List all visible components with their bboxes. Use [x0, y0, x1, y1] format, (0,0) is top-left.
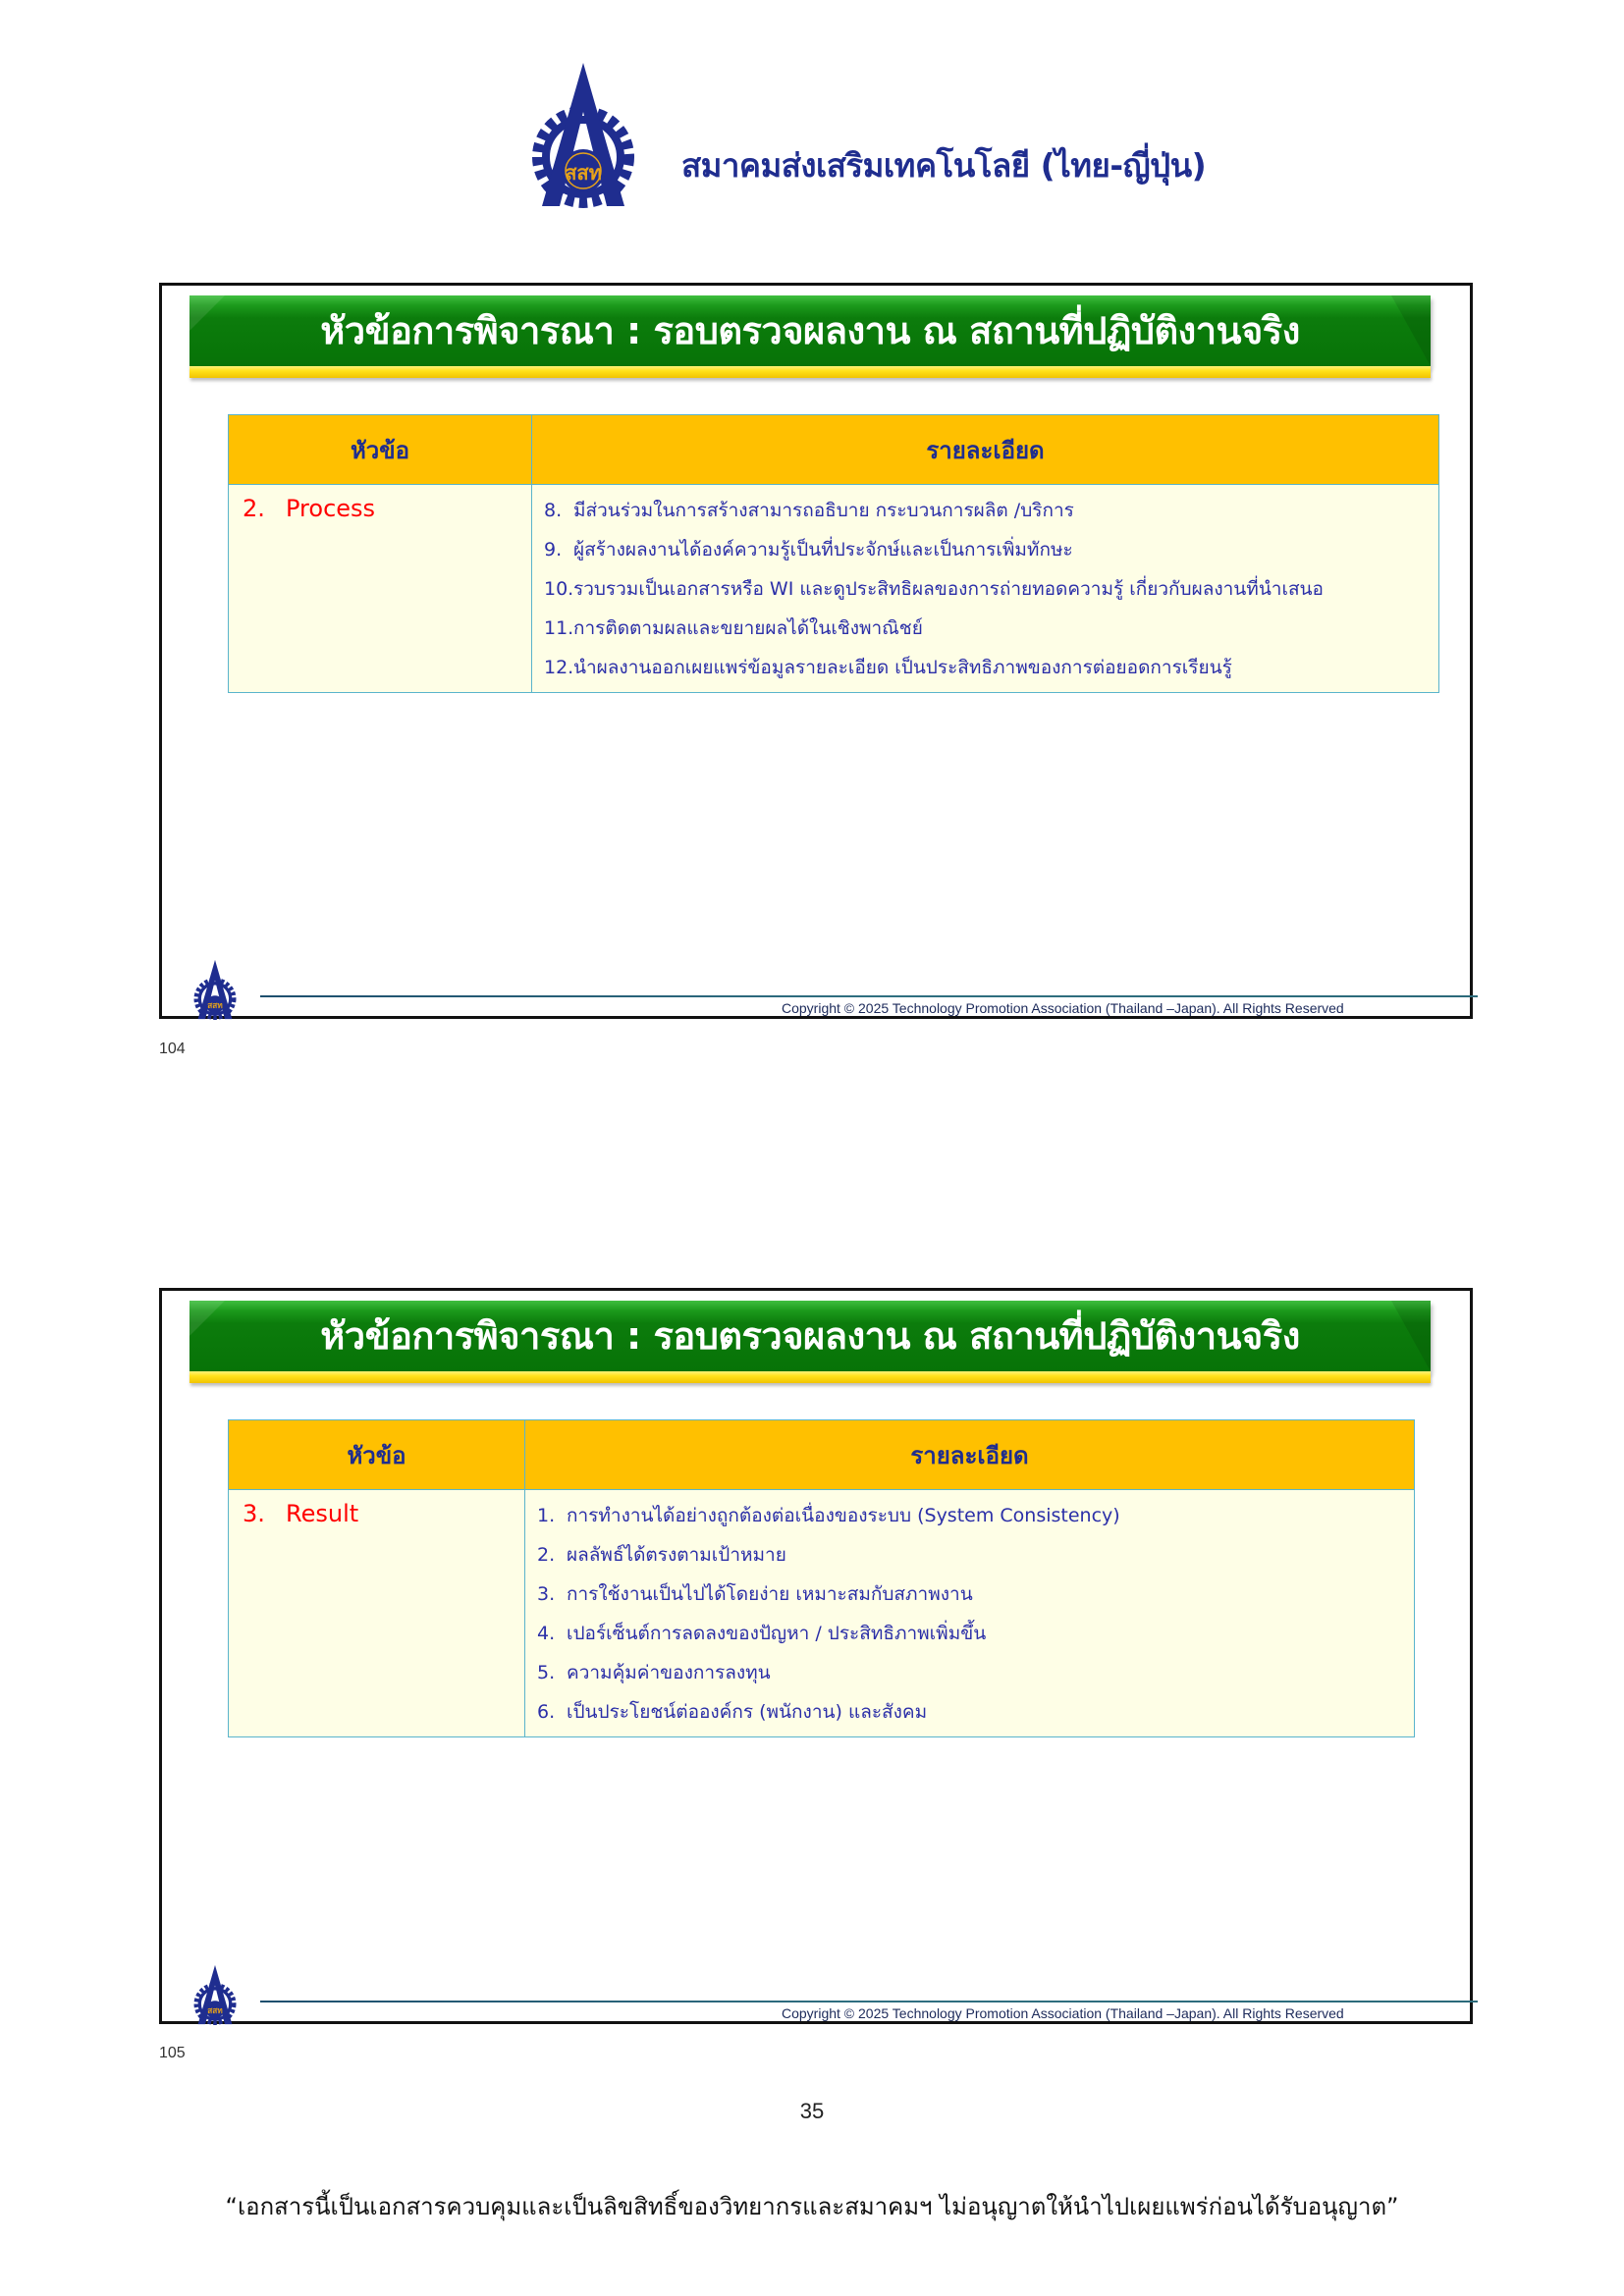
item-number: 5. [537, 1662, 556, 1683]
item-text: มีส่วนร่วมในการสร้างสามารถอธิบาย กระบวนการผลิต /บริการ [573, 500, 1074, 521]
slide-title: หัวข้อการพิจารณา : รอบตรวจผลงาน ณ สถานที่ปฏิบัติงานจริง [320, 1314, 1300, 1358]
tpa-logo [526, 61, 640, 208]
banner-stripe [189, 1371, 1431, 1383]
confidentiality-notice: “เอกสารนี้เป็นเอกสารควบคุมและเป็นลิขสิทธิ์ของวิทยากรและสมาคมฯ ไม่อนุญาตให้นำไปเผยแพร่ก่อนได้รับอนุญาต” [225, 2193, 1399, 2220]
table-header-row [229, 415, 1439, 485]
list-item [544, 648, 1438, 687]
item-number: 9. [544, 539, 563, 561]
footer-logo [191, 959, 239, 1020]
table-row [229, 485, 1439, 693]
item-text: การทำงานได้อย่างถูกต้องต่อเนื่องของระบบ (System Consistency) [567, 1505, 1120, 1526]
svg-text:สสท: สสท [207, 2005, 223, 2016]
item-text: นำผลงานออกเผยแพร่ข้อมูลรายละเอียด เป็นประสิทธิภาพของการต่อยอดการเรียนรู้ [573, 657, 1232, 678]
slide-number: 105 [159, 2045, 186, 2061]
list-item [544, 569, 1438, 609]
tpa-logo-icon [191, 959, 239, 1020]
item-number: 2. [537, 1544, 556, 1566]
topic-cell [229, 485, 532, 693]
topic-number: 2. [243, 495, 265, 522]
item-text: การใช้งานเป็นไปได้โดยง่าย เหมาะสมกับสภาพงาน [567, 1583, 973, 1605]
topic-cell [229, 1490, 525, 1737]
copyright-text: Copyright © 2025 Technology Promotion Association (Thailand –Japan). All Rights Reserved [782, 1000, 1344, 1016]
topic-text: Process [286, 495, 376, 522]
detail-cell [532, 485, 1439, 693]
item-number: 12. [544, 657, 574, 678]
svg-text:สสท: สสท [565, 161, 602, 185]
list-item [544, 530, 1438, 569]
criteria-table [228, 1419, 1415, 1737]
slide-title-banner [189, 295, 1431, 366]
list-item [544, 491, 1438, 530]
list-item [537, 1575, 1414, 1614]
footer-logo [191, 1964, 239, 2025]
tpa-logo-icon [526, 61, 640, 208]
item-text: การติดตามผลและขยายผลได้ในเชิงพาณิชย์ [573, 617, 923, 639]
item-number: 4. [537, 1623, 556, 1644]
copyright-text: Copyright © 2025 Technology Promotion Association (Thailand –Japan). All Rights Reserved [782, 2005, 1344, 2021]
topic-text: Result [286, 1500, 359, 1527]
slide-104 [159, 283, 1473, 1019]
topic-number: 3. [243, 1500, 265, 1527]
item-text: เปอร์เซ็นต์การลดลงของปัญหา / ประสิทธิภาพเพิ่มขึ้น [567, 1623, 987, 1644]
item-number: 1. [537, 1505, 556, 1526]
column-header-detail: รายละเอียด [525, 1420, 1415, 1490]
svg-text:สสท: สสท [207, 1000, 223, 1011]
list-item [537, 1614, 1414, 1653]
footer-divider [260, 2001, 1478, 2002]
column-header-detail: รายละเอียด [532, 415, 1439, 485]
tpa-logo-icon [191, 1964, 239, 2025]
table-row [229, 1490, 1415, 1737]
slide-title-banner [189, 1301, 1431, 1371]
banner-stripe [189, 366, 1431, 378]
detail-cell [525, 1490, 1415, 1737]
item-number: 6. [537, 1701, 556, 1723]
list-item [537, 1496, 1414, 1535]
page-number: 35 [799, 2099, 825, 2123]
item-text: รวบรวมเป็นเอกสารหรือ WI และดูประสิทธิผลของการถ่ายทอดความรู้ เกี่ยวกับผลงานที่นำเสนอ [573, 578, 1324, 600]
topic-label [243, 495, 531, 522]
slide-105 [159, 1288, 1473, 2024]
item-number: 8. [544, 500, 563, 521]
slide-title: หัวข้อการพิจารณา : รอบตรวจผลงาน ณ สถานที่ปฏิบัติงานจริง [320, 309, 1300, 352]
footer-divider [260, 995, 1478, 997]
list-item [544, 609, 1438, 648]
table-header-row [229, 1420, 1415, 1490]
item-number: 3. [537, 1583, 556, 1605]
slide-number: 104 [159, 1041, 186, 1057]
topic-label [243, 1500, 524, 1527]
item-number: 11. [544, 617, 574, 639]
item-text: ความคุ้มค่าของการลงทุน [567, 1662, 771, 1683]
list-item [537, 1535, 1414, 1575]
item-text: ผลลัพธ์ได้ตรงตามเป้าหมาย [567, 1544, 786, 1566]
criteria-table [228, 414, 1439, 693]
column-header-topic: หัวข้อ [229, 415, 532, 485]
item-number: 10. [544, 578, 574, 600]
item-text: ผู้สร้างผลงานได้องค์ความรู้เป็นที่ประจักษ์และเป็นการเพิ่มทักษะ [573, 539, 1073, 561]
list-item [537, 1692, 1414, 1732]
organization-name: สมาคมส่งเสริมเทคโนโลยี (ไทย-ญี่ปุ่น) [681, 146, 1207, 185]
item-text: เป็นประโยชน์ต่อองค์กร (พนักงาน) และสังคม [567, 1701, 928, 1723]
column-header-topic: หัวข้อ [229, 1420, 525, 1490]
list-item [537, 1653, 1414, 1692]
